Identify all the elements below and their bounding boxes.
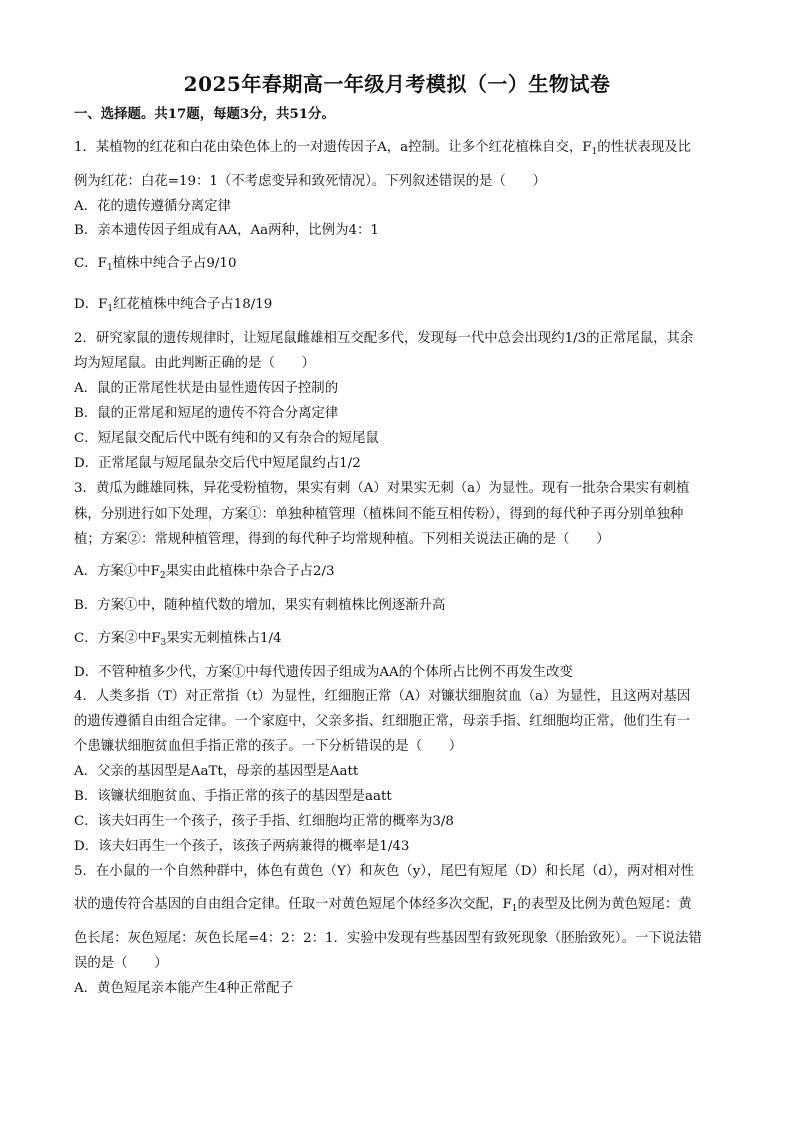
question-3-option-b: B．方案①中，随种植代数的增加，果实有刺植株比例逐渐升高 bbox=[74, 598, 446, 613]
question-4-line-2: 的遗传遵循自由组合定律。一个家庭中，父亲多指、红细胞正常，母亲手指、红细胞均正常，他们生有一 bbox=[74, 714, 690, 729]
question-4-option-b: B．该镰状细胞贫血、手指正常的孩子的基因型是aatt bbox=[74, 789, 392, 804]
question-1-line-1: 1．某植物的红花和白花由染色体上的一对遗传因子A，a控制。让多个红花植株自交，$F_1$的性状表现及比 bbox=[74, 140, 691, 157]
question-2-line-1: 2．研究家鼠的遗传规律时，让短尾鼠雌雄相互交配多代，发现每一代中总会出现约1/3的正常尾鼠，其余 bbox=[74, 331, 694, 346]
question-5-line-3: 色长尾：灰色短尾：灰色长尾=4：2：2：1．实验中发现有些基因型有致死现象（胚胎致死）。一下说法错 bbox=[74, 931, 702, 946]
page-title: 2025年春期高一年级月考模拟（一）生物试卷 bbox=[183, 72, 611, 96]
question-4-option-a: A．父亲的基因型是AaTt，母亲的基因型是Aatt bbox=[74, 764, 359, 779]
question-5-line-2: 状的遗传符合基因的自由组合定律。任取一对黄色短尾个体经多次交配，$F_1$的表型及比例为黄色短尾：黄 bbox=[74, 897, 692, 914]
question-4-line-1: 4．人类多指（T）对正常指（t）为显性，红细胞正常（A）对镰状细胞贫血（a）为显性，且这两对基因 bbox=[74, 689, 691, 704]
question-4-option-c: C．该夫妇再生一个孩子，孩子手指、红细胞均正常的概率为3/8 bbox=[74, 814, 454, 829]
question-2-option-b: B．鼠的正常尾和短尾的遗传不符合分离定律 bbox=[74, 406, 339, 421]
question-1-option-a: A．花的遗传遵循分离定律 bbox=[74, 199, 231, 214]
question-1-line-2: 例为红花：白花=19：1（不考虑变异和致死情况）。下列叙述错误的是（ ） bbox=[74, 174, 546, 189]
question-3-line-3: 植；方案②：常规种植管理，得到的每代种子均常规种植。下列相关说法正确的是（ ） bbox=[74, 532, 610, 547]
question-2-option-a: A．鼠的正常尾性状是由显性遗传因子控制的 bbox=[74, 381, 339, 396]
question-3-line-2: 株，分别进行如下处理，方案①：单独种植管理（植株间不能互相传粉），得到的每代种子再分别单独种 bbox=[74, 507, 684, 522]
question-1-option-c: C．$F_1$植株中纯合子占9/10 bbox=[74, 256, 237, 273]
section-heading: 一、选择题。共17题，每题3分，共51分。 bbox=[74, 106, 335, 122]
question-4-option-d: D．该夫妇再生一个孩子，该孩子两病兼得的概率是1/43 bbox=[74, 839, 410, 854]
question-1-option-d: D．$F_1$红花植株中纯合子占18/19 bbox=[74, 297, 273, 314]
question-3-option-c: C．方案②中$F_3$果实无刺植株占1/4 bbox=[74, 631, 282, 648]
question-3-option-d: D．不管种植多少代，方案①中每代遗传因子组成为AA的个体所占比例不再发生改变 bbox=[74, 665, 573, 680]
question-2-option-c: C．短尾鼠交配后代中既有纯和的又有杂合的短尾鼠 bbox=[74, 431, 379, 446]
question-5-option-a: A．黄色短尾亲本能产生4种正常配子 bbox=[74, 981, 294, 996]
question-2-option-d: D．正常尾鼠与短尾鼠杂交后代中短尾鼠约占1/2 bbox=[74, 456, 361, 471]
question-4-line-3: 个患镰状细胞贫血但手指正常的孩子。一下分析错误的是（ ） bbox=[74, 739, 463, 754]
question-2-line-2: 均为短尾鼠。由此判断正确的是（ ） bbox=[74, 356, 316, 371]
question-5-line-4: 误的是（ ） bbox=[74, 956, 168, 971]
question-3-option-a: A．方案①中$F_2$果实由此植株中杂合子占2/3 bbox=[74, 564, 335, 581]
question-5-line-1: 5．在小鼠的一个自然种群中，体色有黄色（Y）和灰色（y），尾巴有短尾（D）和长尾（d），两对相对性 bbox=[74, 864, 695, 879]
question-3-line-1: 3．黄瓜为雌雄同株，异花受粉植物，果实有刺（A）对果实无刺（a）为显性。现有一批杂合果实有刺植 bbox=[74, 481, 690, 496]
question-1-option-b: B．亲本遗传因子组成有AA，Aa两种，比例为4：1 bbox=[74, 223, 379, 238]
